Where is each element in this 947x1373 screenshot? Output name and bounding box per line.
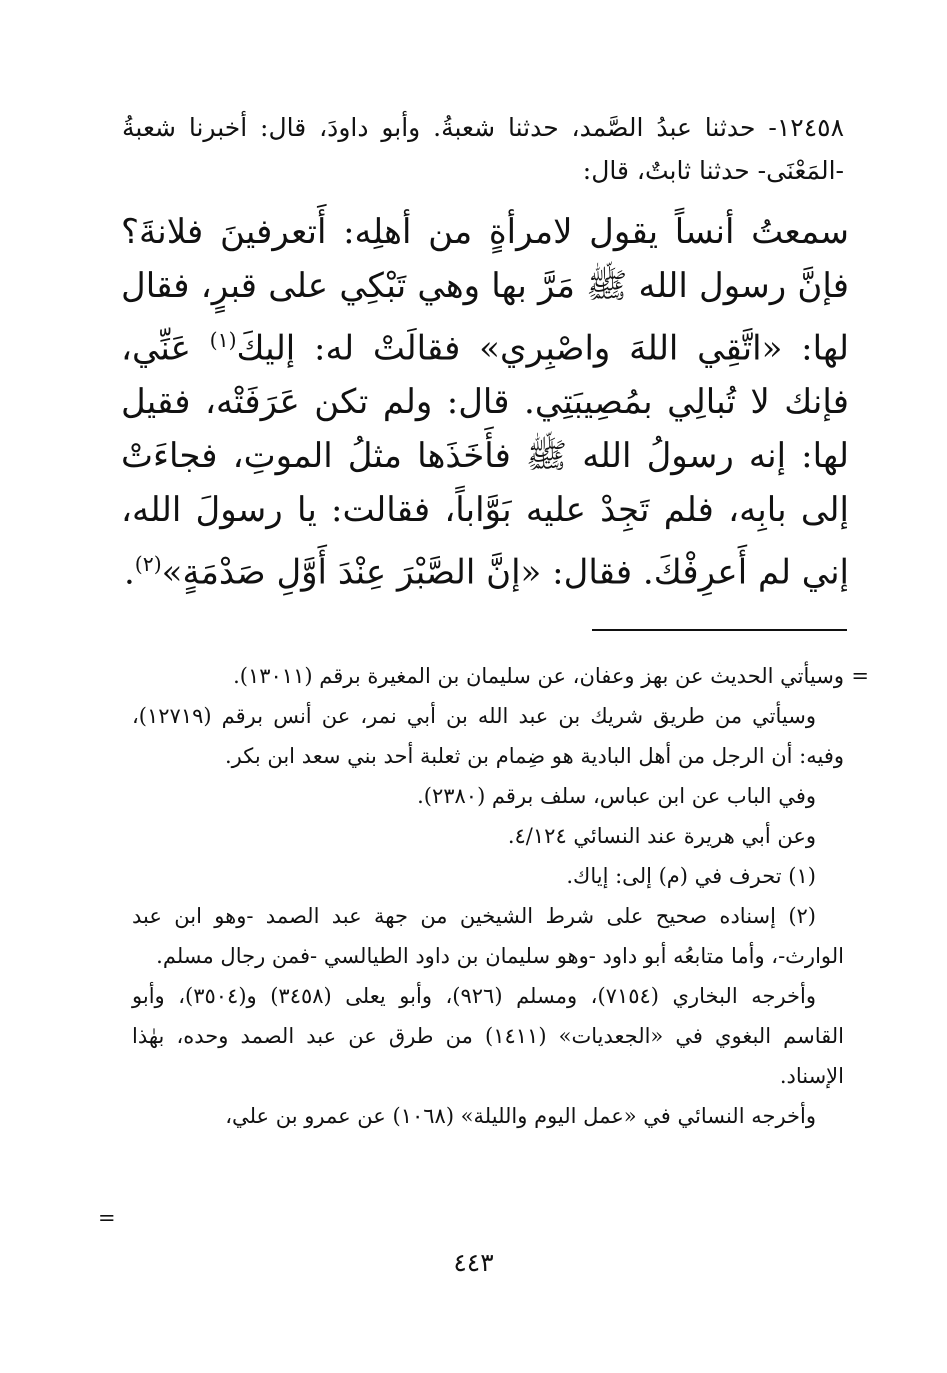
footnote-divider	[592, 629, 847, 631]
matn-text-part1: سمعتُ أنساً يقول لامرأةٍ من أهلِه: أَتعرفينَ فلانةَ؟ فإنَّ رسول الله ﷺ مَرَّ بها وهي تَبْكِي على قبرٍ، فقال لها: «اتَّقِي اللهَ واصْبِري» فقالَتْ له: إليكَ	[121, 212, 850, 369]
footnote-continuation-mark: =	[851, 664, 869, 688]
hadith-isnad-text: ١٢٤٥٨- حدثنا عبدُ الصَّمد، حدثنا شعبةُ. وأبو داودَ، قال: أخبرنا شعبةُ -المَعْنَى- حدثنا ثابتٌ، قال:	[122, 113, 844, 185]
footnotes	[132, 656, 844, 1136]
page-number: ٤٤٣	[453, 1248, 494, 1277]
footnote-paragraph: وسيأتي من طريق شريك بن عبد الله بن أبي نمر، عن أنس برقم (١٢٧١٩)، وفيه: أن الرجل من أهل البادية هو ضِمام بن ثعلبة أحد بني سعد ابن بكر.	[132, 704, 844, 768]
matn-text-end: .	[123, 552, 135, 593]
footnote-1: (١) تحرف في (م) إلى: إياك.	[566, 864, 816, 888]
footnote-paragraph: وسيأتي الحديث عن بهز وعفان، عن سليمان بن المغيرة برقم (١٣٠١١).	[233, 664, 844, 688]
footnote-paragraph: وأخرجه النسائي في «عمل اليوم والليلة» (١٠٦٨) عن عمرو بن علي،	[225, 1104, 816, 1128]
footnote-ref-2: (٢)	[134, 552, 162, 577]
footnote-paragraph: وفي الباب عن ابن عباس، سلف برقم (٢٣٨٠).	[417, 784, 816, 808]
footnote-ref-1: (١)	[209, 328, 237, 352]
matn-text-part2: عَنِّي، فإنك لا تُبالِي بمُصِيبَتِي. قال: ولم تكن عَرَفَتْه، فقيل لها: إنه رسولُ الله ﷺ فأَخَذَها مثلُ الموتِ، فجاءَتْ إلى بابِه، فلم تَجِدْ عليه بَوَّاباً، فقالت: يا رسولَ الله، إني لم أَعرِفْكَ. فقال: «إنَّ الصَّبْرَ عِنْدَ أَوَّلِ صَدْمَةٍ»	[121, 328, 849, 593]
footnote-continuation-mark-end: =	[98, 1206, 116, 1230]
footnote-2: (٢) إسناده صحيح على شرط الشيخين من جهة عبد الصمد -وهو ابن عبد الوارث-، وأما متابعُه أبو داود -وهو سليمان بن داود الطيالسي -فمن رجال مسلم.	[132, 904, 844, 968]
hadith-isnad	[122, 106, 844, 192]
hadith-matn	[121, 205, 849, 600]
footnote-paragraph: وعن أبي هريرة عند النسائي ٤/١٢٤.	[507, 824, 816, 848]
footnote-paragraph: وأخرجه البخاري (٧١٥٤)، ومسلم (٩٢٦)، وأبو يعلى (٣٤٥٨) و(٣٥٠٤)، وأبو القاسم البغوي في «الجعديات» (١٤١١) من طرق عن عبد الصمد وحده، بهٰذا الإسناد.	[132, 984, 844, 1088]
